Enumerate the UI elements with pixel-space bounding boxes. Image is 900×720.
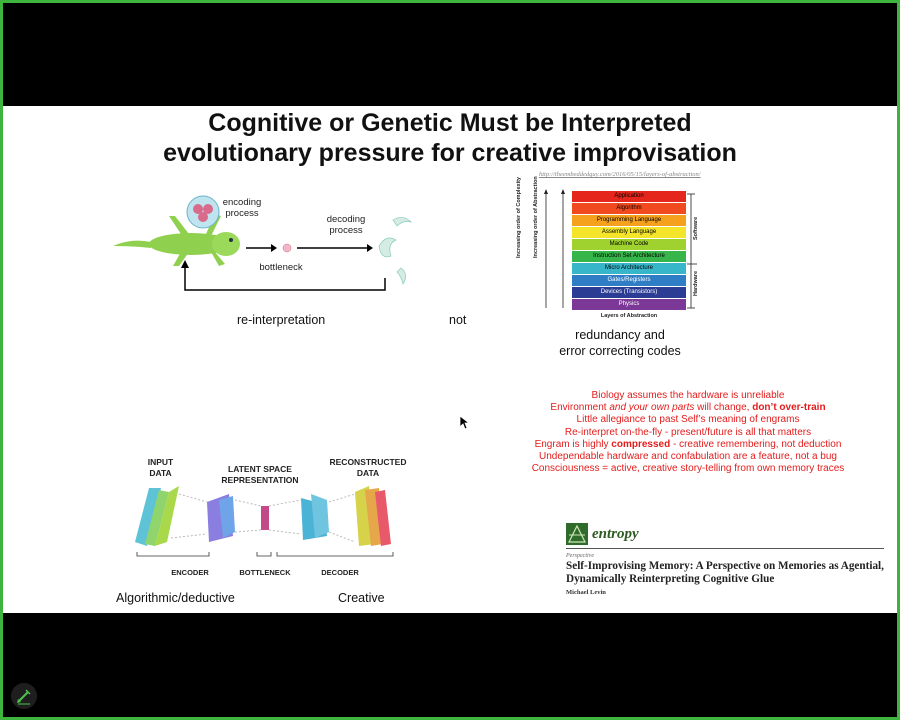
redundancy-caption-line2: error correcting codes [559, 344, 681, 358]
abstraction-layer: Programming Language [572, 215, 686, 227]
note-line-5: Engram is highly compressed - creative remembering, not deduction [534, 438, 842, 450]
source-url-link[interactable]: http://theembeddedguy.com/2016/05/15/layers-of-abstraction/ [539, 171, 701, 178]
entropy-logo-icon [566, 523, 588, 545]
note-line-6: Undependable hardware and confabulation are a feature, not a bug [538, 451, 837, 463]
salamander-icon [113, 214, 240, 266]
note-line-7: Consciousness = active, creative story-telling from own memory traces [531, 463, 845, 475]
algorithmic-caption: Algorithmic/deductive [116, 591, 235, 605]
abstraction-layer: Gates/Registers [572, 275, 686, 287]
paper-reference [566, 523, 884, 596]
encoding-process-label: encoding process [222, 197, 262, 219]
software-label: Software [693, 216, 699, 240]
note-line-4: Re-interpret on-the-fly - present/future is all that matters [564, 426, 812, 438]
encoder-label: ENCODER [171, 568, 209, 577]
journal-header [566, 523, 884, 545]
article-kind: Perspective [566, 553, 594, 559]
biology-notes [513, 390, 863, 475]
edit-button[interactable] [11, 683, 37, 709]
mouse-cursor-icon [460, 416, 470, 430]
paper-author: Michael Levin [566, 589, 606, 596]
bottleneck-label: bottleneck [259, 262, 303, 273]
hardware-label: Hardware [693, 270, 699, 296]
not-label: not [449, 313, 467, 327]
abstraction-axis-label: Increasing order of Abstraction [533, 176, 539, 258]
layers-of-abstraction-label: Layers of Abstraction [600, 313, 658, 319]
abstraction-layer: Application [572, 191, 686, 203]
abstraction-layer: Micro Architecture [572, 263, 686, 275]
redundancy-caption-line1: redundancy and [575, 328, 665, 342]
bottleneck-ae-label: BOTTLENECK [239, 568, 291, 577]
abstraction-layer: Assembly Language [572, 227, 686, 239]
reinterpretation-caption: re-interpretation [237, 313, 326, 327]
creative-caption: Creative [338, 591, 385, 605]
pencil-icon [11, 683, 37, 709]
complexity-axis-label: Increasing order of Complexity [516, 177, 522, 258]
note-line-3: Little allegiance to past Self’s meaning of engrams [576, 414, 800, 426]
paper-title: Self-Improvising Memory: A Perspective on Memories as Agential, Dynamically Reinterpreting Cognitive Glue [566, 560, 884, 585]
reconstructed-data-label: RECONSTRUCTED DATA [329, 457, 407, 478]
latent-space-label: LATENT SPACE REPRESENTATION [221, 464, 299, 485]
journal-name: entropy [592, 525, 639, 542]
input-data-label: INPUT DATA [147, 457, 174, 478]
slide [3, 106, 897, 613]
abstraction-axes [541, 188, 711, 318]
abstraction-layer: Algorithm [572, 203, 686, 215]
autoencoder-diagram [131, 480, 399, 558]
abstraction-layer: Devices (Transistors) [572, 287, 686, 299]
abstraction-layer: Physics [572, 299, 686, 311]
slide-title-line2: evolutionary pressure for creative improvisation [163, 139, 737, 167]
decoding-process-label: decoding process [326, 214, 366, 236]
abstraction-layer: Instruction Set Architecture [572, 251, 686, 263]
note-line-2: Environment and your own parts will change, don’t over-train [550, 402, 826, 414]
decoder-label: DECODER [321, 568, 359, 577]
abstraction-layer: Machine Code [572, 239, 686, 251]
slide-title-line1: Cognitive or Genetic Must be Interpreted [208, 109, 692, 137]
note-line-1: Biology assumes the hardware is unreliable [591, 390, 785, 401]
